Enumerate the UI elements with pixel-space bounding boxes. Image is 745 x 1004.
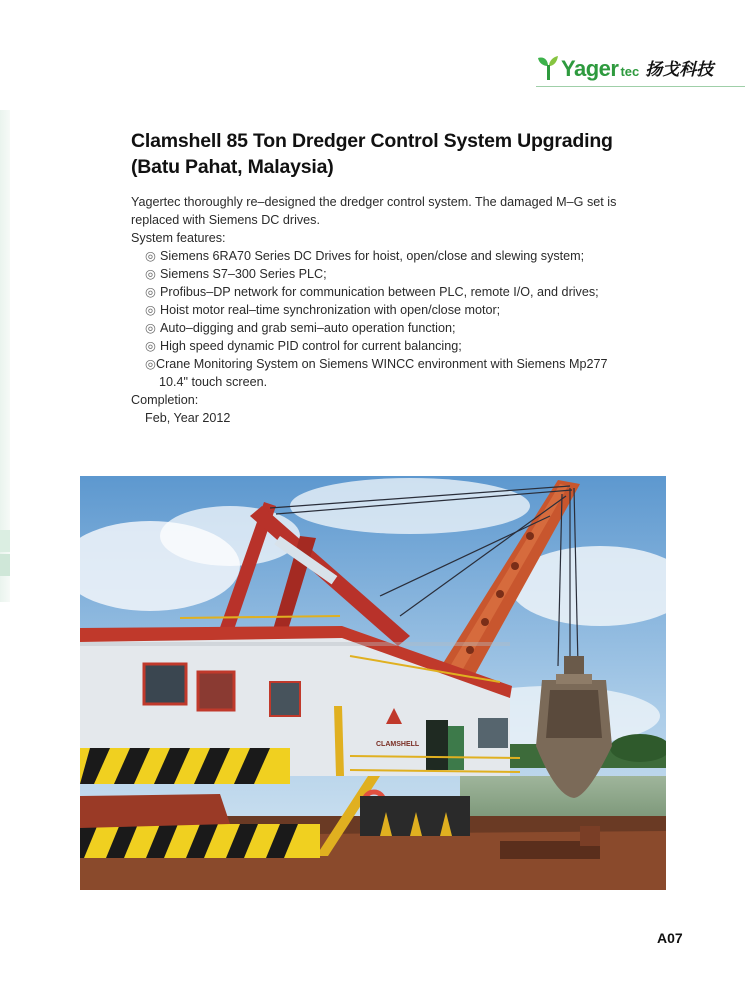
dredger-photo (80, 476, 666, 890)
feature-text: Auto–digging and grab semi–auto operation function; (160, 321, 456, 335)
feature-text: High speed dynamic PID control for current balancing; (160, 339, 462, 353)
bullet-icon: ◎ (145, 285, 156, 299)
feature-item (145, 319, 631, 337)
feature-item (145, 301, 631, 319)
bullet-icon: ◎ (145, 357, 156, 371)
bullet-icon: ◎ (145, 249, 156, 263)
title-line-1: Clamshell 85 Ton Dredger Control System Upgrading (131, 130, 613, 152)
bullet-icon: ◎ (145, 267, 156, 281)
clamshell-dredger-illustration (80, 476, 666, 890)
completion-date: Feb, Year 2012 (145, 411, 231, 425)
logo-wordmark: Yager (561, 56, 619, 81)
page-number: A07 (657, 930, 683, 946)
feature-item (145, 337, 631, 355)
feature-text: Siemens 6RA70 Series DC Drives for hoist, open/close and slewing system; (160, 249, 585, 263)
feature-text: Crane Monitoring System on Siemens WINCC environment with Siemens Mp277 (156, 357, 608, 371)
side-strip-tick (0, 554, 10, 576)
feature-text: Profibus–DP network for communication between PLC, remote I/O, and drives; (160, 285, 599, 299)
project-description (131, 193, 631, 427)
company-logo (536, 50, 713, 82)
yagertec-leaf-icon (536, 54, 560, 82)
page-title (131, 128, 651, 180)
bullet-icon: ◎ (145, 321, 156, 335)
feature-item (145, 283, 631, 301)
intro-line-1: Yagertec thoroughly re–designed the dredger control system. The damaged M–G set is (131, 195, 617, 209)
feature-item (145, 355, 631, 373)
bullet-icon: ◎ (145, 303, 156, 317)
title-line-2: (Batu Pahat, Malaysia) (131, 156, 334, 178)
feature-list (131, 247, 631, 373)
feature-continuation: 10.4" touch screen. (159, 375, 268, 389)
side-strip-tick (0, 530, 10, 552)
completion-heading: Completion: (131, 393, 199, 407)
feature-text: Siemens S7–300 Series PLC; (160, 267, 327, 281)
intro-line-2: replaced with Siemens DC drives. (131, 213, 320, 227)
logo-wordmark-suffix: tec (620, 64, 640, 79)
side-accent-strip (0, 110, 10, 602)
bullet-icon: ◎ (145, 339, 156, 353)
feature-item (145, 247, 631, 265)
boat-label: CLAMSHELL (376, 741, 420, 748)
header-rule (536, 86, 745, 87)
logo-chinese-name: 扬戈科技 (645, 60, 714, 79)
feature-item (145, 265, 631, 283)
features-heading: System features: (131, 231, 226, 245)
feature-text: Hoist motor real–time synchronization with open/close motor; (160, 303, 501, 317)
